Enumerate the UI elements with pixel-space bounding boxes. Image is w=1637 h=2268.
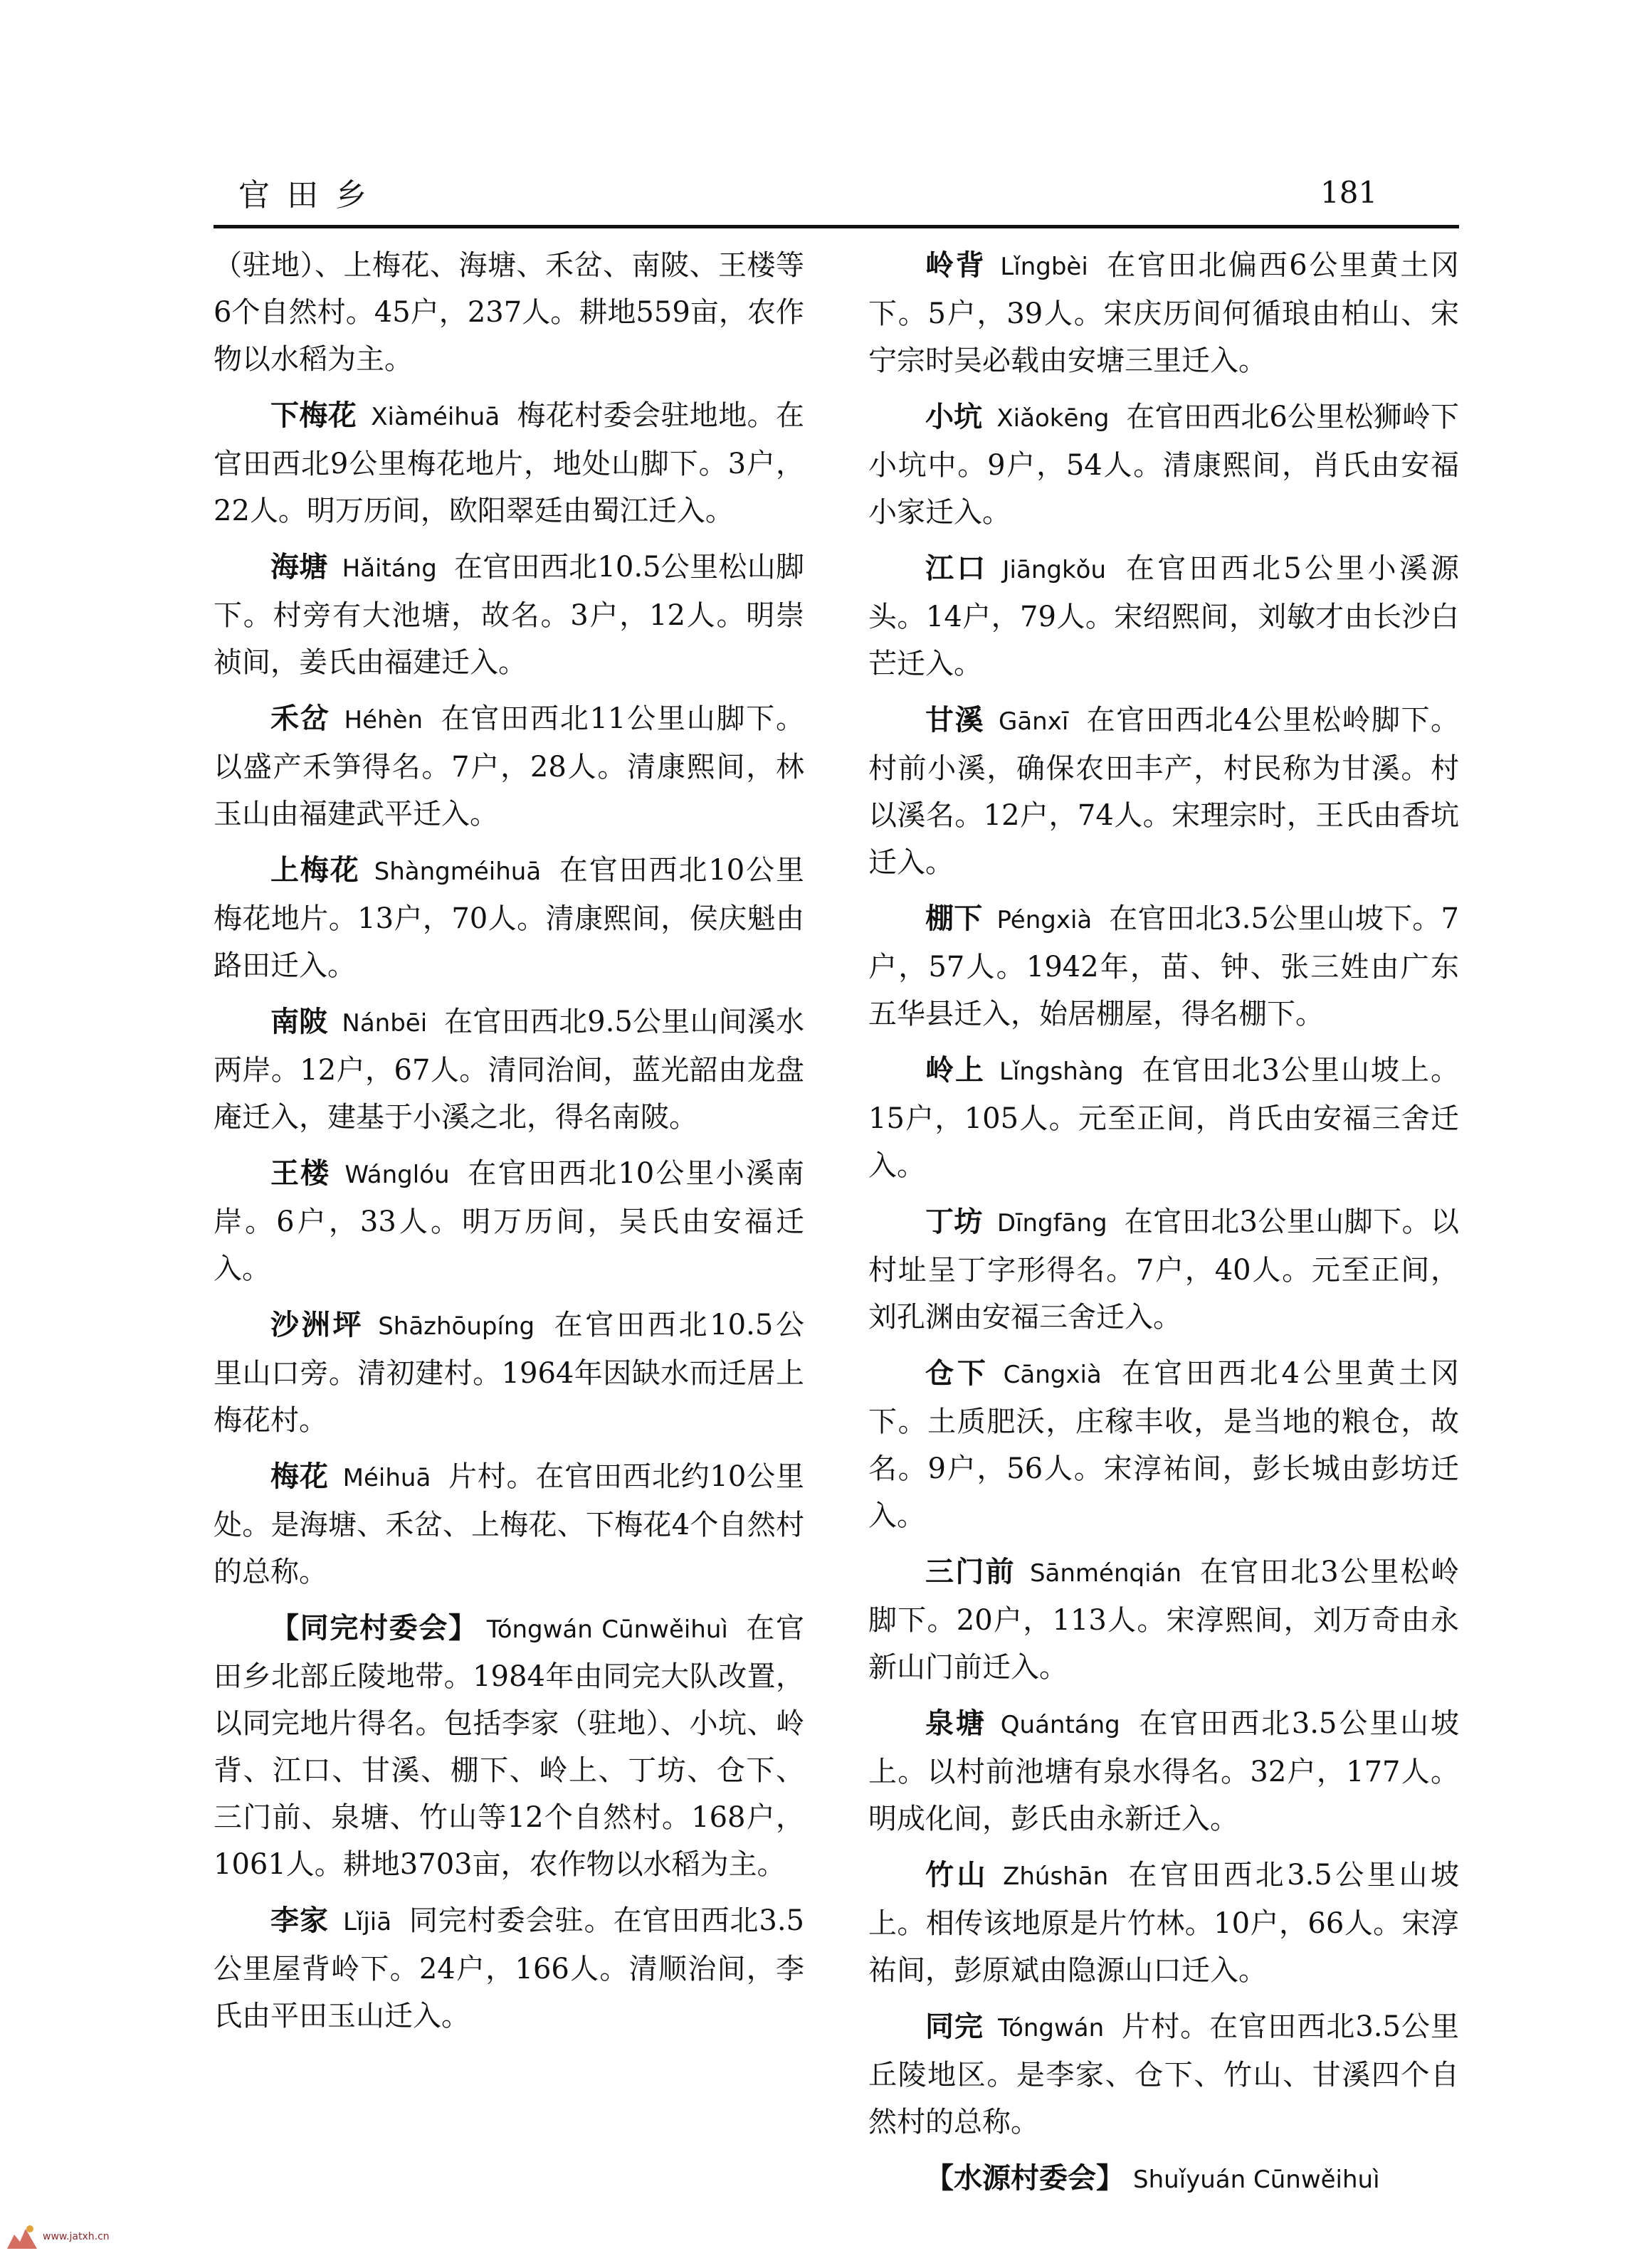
entry-pinyin: Tóngwán (998, 2014, 1105, 2042)
entry-text: 在官田北3公里松岭脚下。20户，113人。宋淳熙间，刘万奇由永新山门前迁入。 (868, 1556, 1460, 1684)
entry-term: 竹山 (925, 1858, 989, 1892)
entry-term: 甘溪 (925, 703, 984, 737)
entry-term: 王楼 (270, 1156, 331, 1190)
gazetteer-entry (214, 1150, 804, 1292)
entry-term: 棚下 (925, 902, 983, 935)
entry-term: 李家 (270, 1904, 329, 1937)
gazetteer-entry (214, 544, 804, 686)
entry-text: 片村。在官田西北约10公里处。是海塘、禾岔、上梅花、下梅花4个自然村的总称。 (214, 1460, 804, 1588)
entry-term: 上梅花 (270, 853, 360, 887)
entry-pinyin: Quántáng (1000, 1711, 1120, 1739)
gazetteer-entry (214, 1302, 804, 1444)
entry-pinyin: Jiāngkǒu (1002, 556, 1106, 584)
entry-text: 在官田乡北部丘陵地带。1984年由同完大队改置，以同完地片得名。包括李家（驻地）、小坑、岭背、江口、甘溪、棚下、岭上、丁坊、仓下、三门前、泉塘、竹山等12个自然村。168户，1061人。耕地3703亩，农作物以水稻为主。 (214, 1612, 804, 1881)
gazetteer-entry (214, 847, 804, 989)
entry-term: 【水源村委会】 (925, 2161, 1125, 2195)
gazetteer-entry (214, 392, 804, 534)
gazetteer-entry (868, 1700, 1459, 1842)
entry-text: 在官田西北9.5公里山间溪水两岸。12户，67人。清同治间，蓝光韶由龙盘庵迁入，建基于小溪之北，得名南陂。 (214, 1006, 804, 1134)
entry-pinyin: Shuǐyuán Cūnwěihuì (1133, 2166, 1380, 2194)
gazetteer-entry (868, 2155, 1459, 2203)
entry-term: 岭背 (925, 248, 986, 282)
entry-term: 沙洲坪 (270, 1308, 364, 1341)
gazetteer-entry (868, 2003, 1459, 2146)
entry-pinyin: Nánbēi (342, 1009, 428, 1038)
gazetteer-entry (214, 998, 804, 1141)
entry-pinyin: Lǐngbèi (1000, 253, 1088, 281)
entry-pinyin: Péngxià (996, 906, 1093, 934)
entry-text: 同完村委会驻。在官田西北3.5公里屋背岭下。24户，166人。清顺治间，李氏由平田玉山迁入。 (214, 1904, 804, 2032)
entry-text: 在官田西北10公里梅花地片。13户，70人。清康熙间，侯庆魁由路田迁入。 (214, 854, 804, 982)
entry-term: 梅花 (270, 1460, 329, 1493)
entry-text: 在官田西北3.5公里山坡上。以村前池塘有泉水得名。32户，177人。明成化间，彭氏由永新迁入。 (868, 1707, 1459, 1835)
entry-pinyin: Méihuā (342, 1464, 431, 1492)
entry-text: 在官田西北11公里山脚下。以盛产禾笋得名。7户，28人。清康熙间，林玉山由福建武平迁入。 (214, 702, 804, 830)
entry-term: 丁坊 (925, 1205, 983, 1238)
gazetteer-entry (214, 1453, 804, 1595)
entry-pinyin: Shàngméihuā (374, 858, 542, 886)
entry-pinyin: Tóngwán Cūnwěihuì (486, 1615, 728, 1644)
watermark-url: www.jatxh.cn (43, 2231, 110, 2242)
entry-pinyin: Cāngxià (1003, 1361, 1102, 1389)
gazetteer-entry (868, 697, 1459, 886)
entry-text: 在官田西北5公里小溪源头。14户，79人。宋绍熙间，刘敏才由长沙白芒迁入。 (868, 552, 1460, 680)
entry-pinyin: Héhèn (344, 706, 423, 734)
header-divider (214, 225, 1459, 228)
entry-pinyin: Hǎitáng (342, 554, 437, 583)
entry-pinyin: Xiàméihuā (371, 403, 500, 431)
entry-text: （驻地）、上梅花、海塘、禾岔、南陂、王楼等6个自然村。45户，237人。耕地559亩，农作物以水稻为主。 (214, 249, 804, 376)
entry-pinyin: Sānménqián (1029, 1559, 1181, 1588)
page-header-title: 官田乡 (238, 177, 384, 213)
entry-term: 仓下 (925, 1356, 989, 1390)
entry-pinyin: Lǐngshàng (999, 1057, 1124, 1086)
entry-term: 同完 (925, 2010, 984, 2043)
entry-text: 在官田北3.5公里山坡下。7户，57人。1942年，苗、钟、张三姓由广东五华县迁入，始居棚屋，得名棚下。 (868, 902, 1459, 1030)
entry-text: 在官田北3公里山坡上。15户，105人。元至正间，肖氏由安福三舍迁入。 (868, 1054, 1459, 1182)
entry-pinyin: Shāzhōupíng (378, 1312, 535, 1341)
right-column (868, 242, 1459, 2212)
entry-term: 海塘 (270, 550, 328, 584)
gazetteer-entry (868, 545, 1459, 687)
entry-pinyin: Gānxī (999, 707, 1069, 736)
entry-text: 片村。在官田西北3.5公里丘陵地区。是李家、仓下、竹山、甘溪四个自然村的总称。 (868, 2010, 1459, 2138)
gazetteer-entry (868, 1198, 1459, 1341)
entry-term: 禾岔 (270, 702, 330, 735)
entry-term: 泉塘 (925, 1707, 986, 1740)
entry-text: 在官田西北10.5公里松山脚下。村旁有大池塘，故名。3户，12人。明崇祯间，姜氏由福建迁入。 (214, 551, 805, 679)
entry-term: 江口 (925, 552, 989, 585)
page-number: 181 (1320, 175, 1378, 210)
entry-text: 在官田西北4公里黄土冈下。土质肥沃，庄稼丰收，是当地的粮仓，故名。9户，56人。宋淳祐间，彭长城由彭坊迁入。 (868, 1357, 1459, 1532)
site-logo-icon (4, 2220, 40, 2253)
gazetteer-entry (214, 242, 804, 383)
entry-term: 下梅花 (270, 399, 357, 432)
gazetteer-entry (214, 695, 804, 838)
entry-text: 梅花村委会驻地地。在官田西北9公里梅花地片，地处山脚下。3户，22人。明万历间，欧阳翠廷由蜀江迁入。 (214, 399, 805, 527)
entry-pinyin: Lǐjiā (342, 1908, 392, 1936)
entry-text: 在官田北3公里山脚下。以村址呈丁字形得名。7户，40人。元至正间，刘孔渊由安福三舍迁入。 (868, 1206, 1460, 1334)
entry-pinyin: Xiǎokēng (996, 404, 1110, 433)
entry-term: 三门前 (925, 1555, 1016, 1588)
gazetteer-entry (868, 1549, 1459, 1691)
entry-term: 岭上 (925, 1053, 985, 1087)
gazetteer-entry (868, 1350, 1459, 1539)
gazetteer-entry (214, 1605, 804, 1888)
entry-pinyin: Dīngfāng (996, 1209, 1107, 1238)
gazetteer-entry (868, 1047, 1459, 1189)
gazetteer-entry (868, 242, 1459, 384)
entry-pinyin: Zhúshān (1003, 1862, 1109, 1891)
gazetteer-entry (214, 1897, 804, 2040)
gazetteer-entry (868, 1852, 1459, 1994)
entry-term: 小坑 (925, 400, 983, 433)
entry-text: 在官田西北10.5公里山口旁。清初建村。1964年因缺水而迁居上梅花村。 (214, 1309, 805, 1437)
watermark (4, 2220, 110, 2253)
entry-text: 在官田西北10公里小溪南岸。6户，33人。明万历间，吴氏由安福迁入。 (214, 1157, 805, 1285)
entry-text: 在官田西北3.5公里山坡上。相传该地原是片竹林。10户，66人。宋淳祐间，彭原斌由隐源山口迁入。 (868, 1859, 1459, 1987)
entry-term: 南陂 (270, 1005, 328, 1038)
gazetteer-entry (868, 895, 1459, 1038)
left-column (214, 242, 804, 2049)
entry-pinyin: Wánglóu (344, 1161, 450, 1189)
gazetteer-entry (868, 394, 1459, 536)
entry-term: 【同完村委会】 (270, 1611, 478, 1645)
entry-text: 在官田西北4公里松岭脚下。村前小溪，确保农田丰产，村民称为甘溪。村以溪名。12户，74人。宋理宗时，王氏由香坑迁入。 (868, 704, 1460, 879)
entry-text: 在官田北偏西6公里黄土冈下。5户，39人。宋庆历间何循琅由柏山、宋宁宗时吴必载由安塘三里迁入。 (868, 249, 1459, 377)
entry-text: 在官田西北6公里松狮岭下小坑中。9户，54人。清康熙间，肖氏由安福小家迁入。 (868, 401, 1459, 529)
